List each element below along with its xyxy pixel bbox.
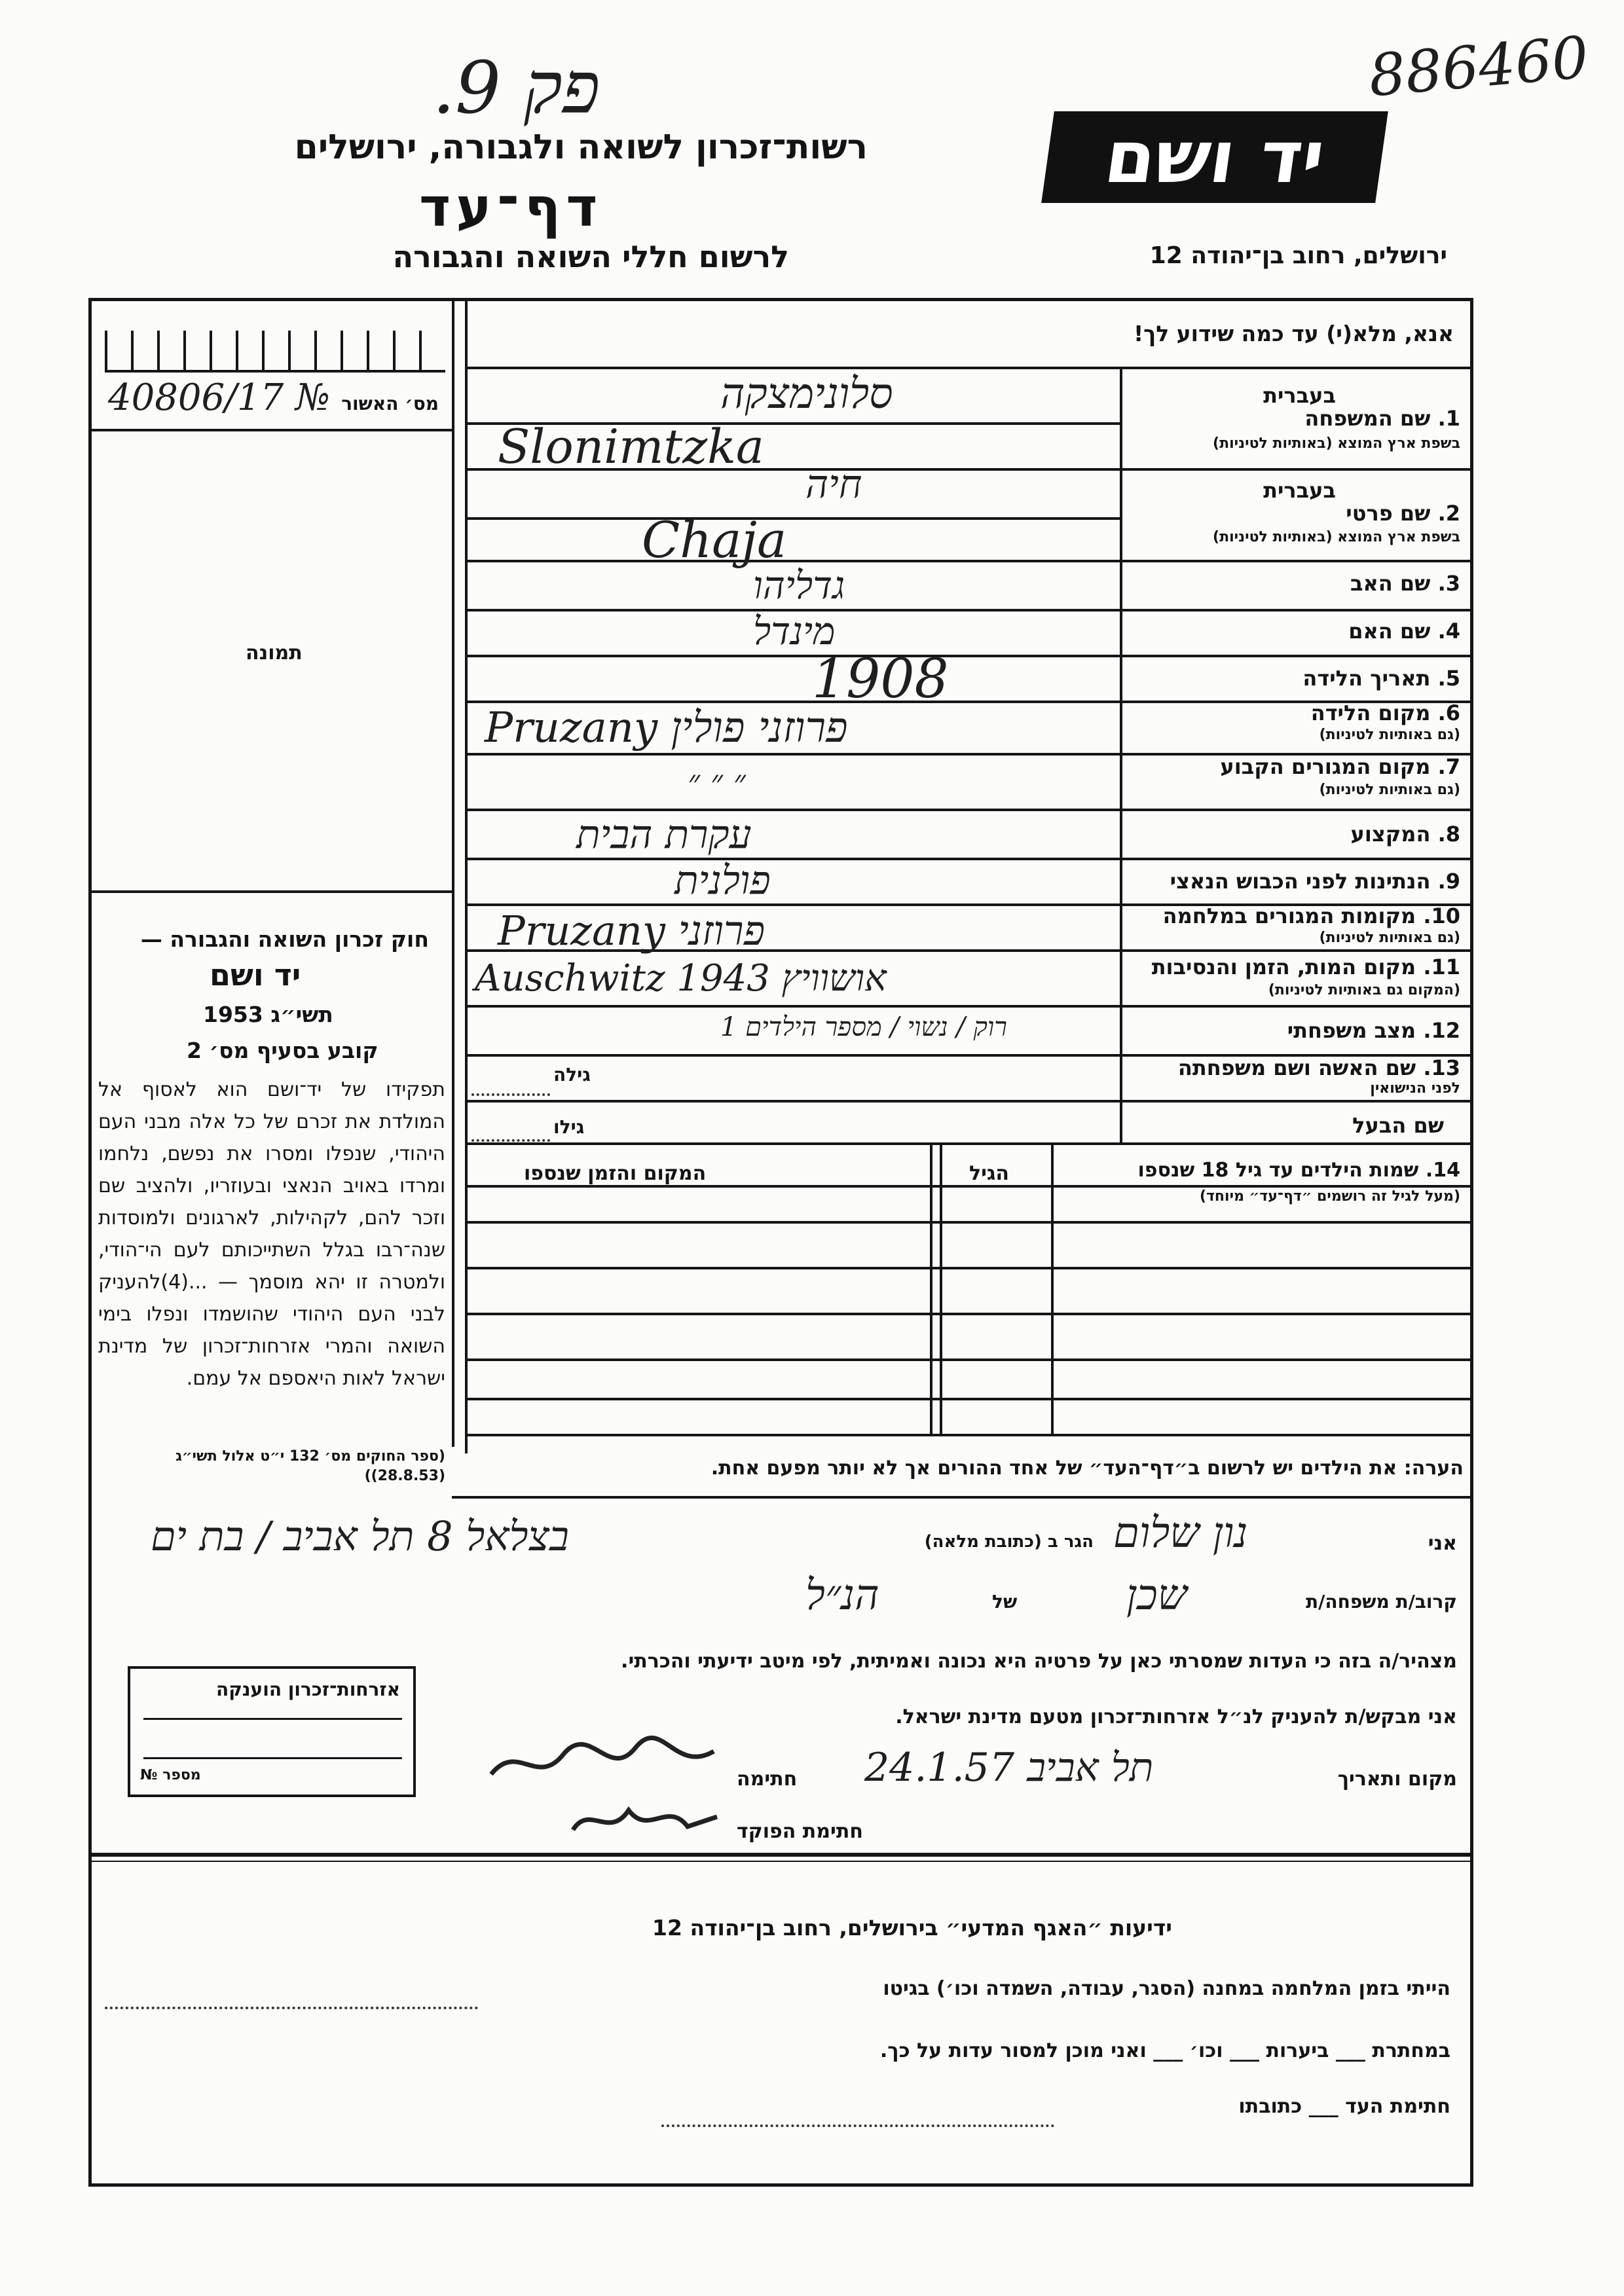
law-logo: יד ושם	[210, 957, 301, 993]
declarant-name-value: נון שלום	[1113, 1509, 1248, 1558]
org-name: רשות־זכרון לשואה ולגבורה, ירושלים	[294, 128, 868, 167]
firstname-latin-value: Chaja	[642, 511, 787, 569]
field-2-sub: בשפת ארץ המוצא (באותיות לטיניות)	[1213, 529, 1460, 545]
left-column-divider	[452, 301, 454, 1447]
father-name-value: גדליהו	[753, 563, 845, 608]
field-7-label: 7. מקום המגורים הקבוע	[1220, 754, 1460, 779]
info-line-1: הייתי בזמן המלחמה במחנה (הסגר, עבודה, השמדה וכו׳) בגיטו	[883, 1977, 1450, 2000]
children-table-sub: (מעל לגיל זה רושמים ״דף־עד״ מיוחד)	[1199, 1188, 1460, 1205]
cert-box-number: מספר №	[140, 1767, 201, 1783]
photo-label: תמונה	[246, 642, 303, 665]
death-place-value: אושוויץ 1943 Auschwitz	[475, 957, 887, 1000]
family-status-value: רוק / נשוי / מספר הילדים 1	[720, 1012, 1007, 1042]
field-12-label: 12. מצב משפחתי	[1287, 1018, 1460, 1043]
field-10-sub: (גם באותיות לטיניות)	[1319, 930, 1460, 946]
children-col-age: הגיל	[969, 1162, 1009, 1185]
approval-number: 40806/17 №	[108, 376, 331, 419]
relation-value: שכן	[1126, 1571, 1187, 1620]
field-7-sub: (גם באותיות לטיניות)	[1319, 782, 1460, 798]
page-mark: פק 9.	[432, 46, 600, 130]
surname-hebrew-value: סלונימצקה	[720, 370, 893, 418]
address-label: הגר ב (כתובת מלאה)	[924, 1532, 1094, 1552]
husband-name-label: גילו	[553, 1116, 585, 1138]
archive-number: 886460	[1366, 23, 1591, 110]
field-13-sub: לפני הנישואין	[1370, 1080, 1460, 1097]
surname-latin-value: Slonimtzka	[498, 419, 764, 474]
memorial-citizenship-box	[128, 1666, 416, 1797]
field-2-label: 2. שם פרטי	[1346, 501, 1460, 526]
form-subtitle: לרשום חללי השואה והגבורה	[392, 239, 789, 274]
law-footnote: (ספר החוקים מס׳ 132 י״ט אלול תשי״ג (28.8.53))	[175, 1448, 445, 1484]
info-line-3: חתימת העד ___ כתובתו	[1238, 2095, 1450, 2118]
field-2-lang: בעברית	[1263, 478, 1336, 503]
birth-place-value: פרוזני פולין Pruzany	[485, 704, 848, 752]
field-13-label: 13. שם האשה ושם משפחתה	[1177, 1055, 1460, 1080]
field-5-label: 5. תאריך הלידה	[1302, 666, 1460, 691]
children-table-header: 14. שמות הילדים עד גיל 18 שנספו	[1137, 1159, 1460, 1182]
info-line-2: במחתרת ___ ביערות ___ וכו׳ ___ ואני מוכן למסור עדות על כך.	[879, 2039, 1450, 2062]
place-date-label: מקום ותאריך	[1337, 1768, 1457, 1791]
info-title: ידיעות ״האגף המדעי״ בירושלים, רחוב בן־יהודה 12	[652, 1915, 1172, 1941]
husband-label: שם הבעל	[1352, 1113, 1444, 1138]
field-9-label: 9. הנתינות לפני הכבוש הנאצי	[1170, 869, 1460, 894]
field-11-label: 11. מקום המות, הזמן והנסיבות	[1151, 955, 1460, 979]
residence-value: ״ ״ ״	[688, 763, 746, 801]
org-address: ירושלים, רחוב בן־יהודה 12	[1149, 242, 1447, 269]
field-10-label: 10. מקומות המגורים במלחמה	[1162, 903, 1460, 928]
signature	[478, 1728, 727, 1794]
law-text: תפקידו של יד־ושם הוא לאסוף אל המולדת את זכרם של כל אלה מבני העם היהודי, שנפלו ומסרו את נפשם, נלחמו ומרדו באויב הנאצי ובעוזריו, ולהציב שם וזכר להם, לקהילות, לארגונים ולמוסדות שנה־רבו בגלל השתייכותם לעם הי־הודי, ולמטרה זו יהא מוסמך — ...(4)להעניק לבני העם היהודי שהושמדו ונפלו בימי השואה והמרי אזרחות־זכרון של מדינת ישראל לאות היאספם אל עמם.	[98, 1078, 445, 1390]
field-3-label: 3. שם האב	[1350, 571, 1460, 596]
of-label: של	[992, 1591, 1018, 1613]
birth-date-value: 1908	[812, 648, 949, 710]
citizenship-value: פולנית	[674, 858, 771, 903]
declarant-label: אני	[1428, 1532, 1457, 1555]
field-4-label: 4. שם האם	[1348, 619, 1460, 644]
law-heading: חוק זכרון השואה והגבורה —	[140, 926, 429, 952]
place-date-value: תל אביב 24.1.57	[864, 1745, 1154, 1791]
officer-signature	[563, 1791, 727, 1850]
field-8-label: 8. המקצוע	[1350, 822, 1460, 847]
wife-name-label: גילה	[553, 1064, 591, 1085]
of-value: הנ״ל	[805, 1571, 879, 1620]
yad-vashem-logo: יד ושם	[1041, 111, 1388, 203]
wartime-residence-value: פרוזני Pruzany	[498, 907, 766, 955]
signature-label: חתימה	[737, 1768, 798, 1791]
request-text: אני מבקש/ת להעניק לנ״ל אזרחות־זכרון מטעם מדינת ישראל.	[895, 1705, 1457, 1728]
mother-name-value: מינדל	[753, 609, 836, 653]
children-col-place: המקום והזמן שנספו	[524, 1162, 707, 1185]
field-1-lang: בעברית	[1263, 383, 1336, 408]
note-text: הערה: את הילדים יש לרשום ב״דף־העד״ של אחד ההורים אך לא יותר מפעם אחת.	[710, 1457, 1464, 1480]
field-6-sub: (גם באותיות לטיניות)	[1319, 727, 1460, 743]
statement-text: מצהיר/ה בזה כי העדות שמסרתי כאן על פרטיה היא נכונה ואמיתית, לפי מיטב ידיעתי והכרתי.	[621, 1650, 1457, 1673]
firstname-hebrew-value: חיה	[805, 462, 862, 507]
header-note: אנא, מלא(י) עד כמה שידוע לך!	[1134, 321, 1454, 346]
field-6-label: 6. מקום הלידה	[1310, 701, 1460, 725]
form-title: דף־עד	[419, 177, 603, 239]
law-year: תשי״ג 1953	[203, 1002, 333, 1027]
officer-signature-label: חתימת הפוקד	[737, 1820, 863, 1843]
approval-label: מס׳ האשור	[341, 393, 439, 414]
approval-ticks	[105, 331, 445, 373]
address-value: בצלאל 8 תל אביב / בת ים	[151, 1512, 569, 1560]
field-1-sub: בשפת ארץ המוצא (באותיות לטיניות)	[1213, 435, 1460, 452]
field-1-label: 1. שם המשפחה	[1304, 406, 1460, 431]
profession-value: עקרת הבית	[576, 812, 752, 858]
cert-box-title: אזרחות־זכרון הוענקה	[216, 1679, 400, 1700]
relation-label: קרוב/ת משפחה/ת	[1306, 1591, 1457, 1613]
law-clause: קובע בסעיף מס׳ 2	[187, 1038, 378, 1063]
field-11-sub: (המקום גם באותיות לטיניות)	[1268, 982, 1460, 998]
